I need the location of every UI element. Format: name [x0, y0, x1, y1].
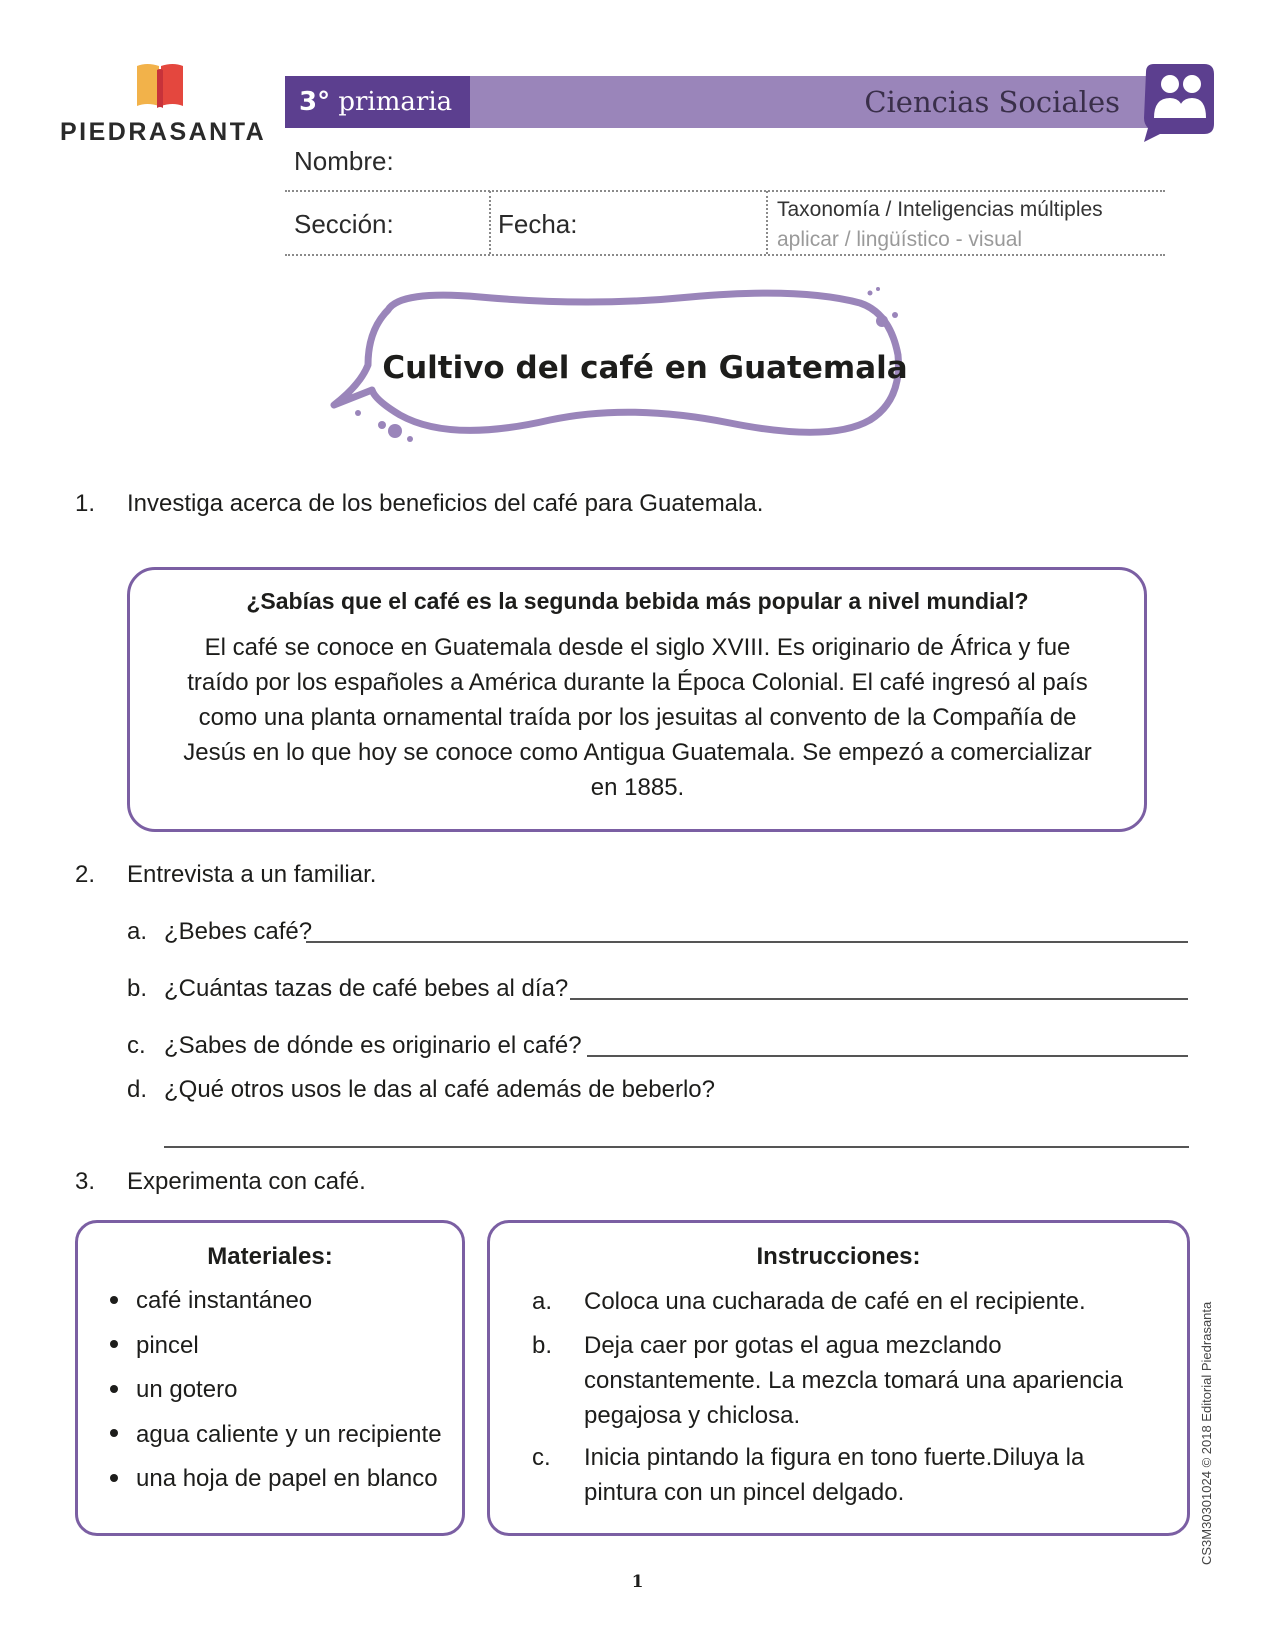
page-title: Cultivo del café en Guatemala [382, 350, 908, 386]
logo-text: PIEDRASANTA [60, 118, 267, 146]
q2b-text: ¿Cuántas tazas de café bebes al día? [164, 975, 569, 1002]
info-line: traído por los españoles a América durante la Época Colonial. El café ingresó al país [187, 669, 1088, 696]
section-label: Sección: [294, 209, 394, 239]
bullet-icon [110, 1385, 118, 1393]
q2d-letter: d. [127, 1076, 148, 1103]
fields-bottom-divider [285, 254, 1165, 256]
publisher-code: CS3M30301024 © 2018 Editorial Piedrasanta [1199, 1301, 1214, 1565]
instructions-title: Instrucciones: [756, 1243, 921, 1270]
instruction-a: Coloca una cucharada de café en el recipiente. [584, 1288, 1086, 1315]
q2c-letter: c. [127, 1032, 146, 1059]
name-label: Nombre: [294, 146, 394, 176]
q2c-text: ¿Sabes de dónde es originario el café? [164, 1032, 582, 1059]
info-line: en 1885. [590, 774, 685, 801]
subject-title: Ciencias Sociales [864, 85, 1120, 119]
q2d-answer-line[interactable] [164, 1146, 1189, 1148]
q2c-answer-line[interactable] [587, 1055, 1188, 1057]
q3-text: Experimenta con café. [127, 1168, 366, 1195]
instruction-a-letter: a. [532, 1288, 553, 1315]
q2a-letter: a. [127, 918, 148, 945]
list-item: pincel [110, 1324, 465, 1369]
list-item: una hoja de papel en blanco [110, 1457, 465, 1502]
grade-badge [285, 76, 470, 128]
q2-text: Entrevista a un familiar. [127, 861, 377, 888]
bullet-icon [110, 1340, 118, 1348]
list-item: café instantáneo [110, 1279, 465, 1324]
instruction-c: Inicia pintando la figura en tono fuerte.Diluya la pintura con un pincel delgado. [584, 1444, 1085, 1506]
info-title: ¿Sabías que el café es la segunda bebida más popular a nivel mundial? [246, 588, 1029, 614]
info-body [150, 630, 1125, 805]
q2a-answer-line[interactable] [306, 941, 1188, 943]
instruction-b-letter: b. [532, 1332, 553, 1359]
bullet-icon [110, 1296, 118, 1304]
taxonomy-value: aplicar / lingüístico - visual [777, 228, 1023, 251]
instruction-b: Deja caer por gotas el agua mezclando constantemente. La mezcla tomará una apariencia pegajosa y chiclosa. [584, 1332, 1123, 1429]
info-line: El café se conoce en Guatemala desde el siglo XVIII. Es originario de África y fue [204, 634, 1071, 661]
date-divider [766, 191, 768, 254]
list-item: un gotero [110, 1368, 465, 1413]
people-icon [1140, 62, 1218, 144]
grade-number: 3° [299, 87, 331, 117]
materials-title: Materiales: [207, 1243, 333, 1270]
q1-text: Investiga acerca de los beneficios del café para Guatemala. [127, 490, 764, 517]
grade-label: primaria [338, 87, 453, 117]
taxonomy-title: Taxonomía / Inteligencias múltiples [777, 198, 1103, 221]
q2d-text: ¿Qué otros usos le das al café además de beberlo? [164, 1076, 715, 1103]
name-divider [285, 190, 1165, 192]
bullet-icon [110, 1474, 118, 1482]
materials-list [110, 1279, 465, 1502]
list-item: agua caliente y un recipiente [110, 1413, 465, 1458]
piedrasanta-logo-icon [135, 62, 185, 110]
q2b-letter: b. [127, 975, 148, 1002]
instruction-c-letter: c. [532, 1444, 551, 1471]
info-line: Jesús en lo que hoy se conoce como Antigua Guatemala. Se empezó a comercializar [183, 739, 1092, 766]
q3-number: 3. [75, 1168, 96, 1195]
info-line: como una planta ornamental traída por los jesuitas al convento de la Compañía de [198, 704, 1077, 731]
section-divider [489, 191, 491, 254]
date-label: Fecha: [498, 209, 578, 239]
q1-number: 1. [75, 490, 96, 517]
q2a-text: ¿Bebes café? [164, 918, 313, 945]
q2-number: 2. [75, 861, 96, 888]
q2b-answer-line[interactable] [570, 998, 1188, 1000]
page-number: 1 [631, 1572, 644, 1592]
bullet-icon [110, 1429, 118, 1437]
